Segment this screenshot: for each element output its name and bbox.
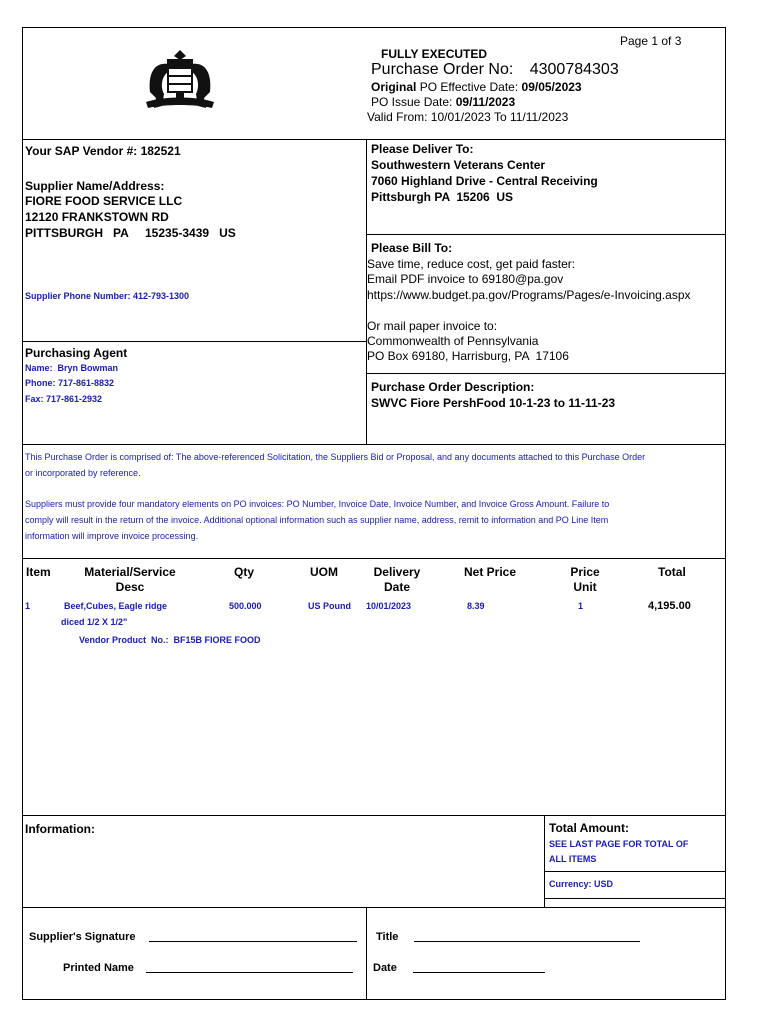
effective-label: PO Effective Date: xyxy=(419,80,519,94)
col-header-total: Total xyxy=(658,565,686,579)
divider-desc xyxy=(366,373,726,374)
frame-top xyxy=(22,27,726,28)
bill-line-4: Or mail paper invoice to: xyxy=(367,319,498,333)
total-amount-label: Total Amount: xyxy=(549,821,629,835)
deliver-line-1: Southwestern Veterans Center xyxy=(371,158,546,172)
row-item: 1 xyxy=(25,601,31,611)
col-header-price-unit-2: Unit xyxy=(573,580,597,594)
row-net-price: 8.39 xyxy=(467,601,485,611)
frame-left xyxy=(22,27,23,1000)
divider-terms xyxy=(22,444,726,445)
title-label: Title xyxy=(376,931,399,943)
currency: Currency: USD xyxy=(549,879,614,889)
row-vendor-product: Vendor Product No.: BF15B FIORE FOOD xyxy=(79,635,261,645)
row-qty: 500.000 xyxy=(229,601,262,611)
row-total: 4,195.00 xyxy=(648,600,691,612)
description-text: SWVC Fiore PershFood 10-1-23 to 11-11-23 xyxy=(371,396,616,410)
terms-line-4: comply will result in the return of the invoice. Additional optional information such as supplier name, address, remit to information and PO Line Item xyxy=(25,515,609,525)
col-header-price-unit xyxy=(560,565,610,595)
col-header-delivery xyxy=(362,565,432,595)
bill-label: Please Bill To: xyxy=(371,241,453,255)
col-header-delivery-1: Delivery xyxy=(373,565,421,579)
supplier-street: 12120 FRANKSTOWN RD xyxy=(25,210,169,224)
terms-line-5: information will improve invoice processing. xyxy=(25,531,199,541)
divider-info xyxy=(22,815,726,816)
po-number: 4300784303 xyxy=(529,61,619,78)
row-delivery-date: 10/01/2023 xyxy=(366,601,412,611)
frame-right xyxy=(725,27,726,1000)
po-number-label: Purchase Order No: xyxy=(371,61,514,78)
row-desc-1: Beef,Cubes, Eagle ridge xyxy=(64,601,168,611)
effective-date: 09/05/2023 xyxy=(521,80,582,94)
col-header-net-price: Net Price xyxy=(464,565,517,579)
title-line[interactable] xyxy=(414,941,640,942)
row-price-unit: 1 xyxy=(578,601,584,611)
divider-agent xyxy=(22,341,367,342)
issue-label: PO Issue Date: xyxy=(371,95,453,109)
divider-signature xyxy=(22,907,726,908)
divider-table xyxy=(22,558,726,559)
agent-phone: Phone: 717-861-8832 xyxy=(25,378,115,388)
terms-line-3: Suppliers must provide four mandatory elements on PO invoices: PO Number, Invoice Date, Invoice Number, and Invoice Gross Amount. Failure to xyxy=(25,499,610,509)
bill-invoicing-link[interactable]: https://www.budget.pa.gov/Programs/Pages/e-Invoicing.aspx xyxy=(367,288,691,302)
sap-vendor-number: Your SAP Vendor #: 182521 xyxy=(25,144,181,158)
total-amount-note-2: ALL ITEMS xyxy=(549,854,597,864)
divider-deliver xyxy=(366,234,726,235)
col-header-delivery-2: Date xyxy=(383,580,410,594)
supplier-city: PITTSBURGH PA 15235-3439 US xyxy=(25,226,236,240)
col-header-price-unit-1: Price xyxy=(570,565,600,579)
terms-line-1: This Purchase Order is comprised of: The above-referenced Solicitation, the Suppliers Bid or Proposal, and any documents attached to this Purchase Order xyxy=(25,452,646,462)
col-header-item: Item xyxy=(26,565,51,579)
status-label: FULLY EXECUTED xyxy=(381,47,488,61)
supplier-signature-line[interactable] xyxy=(149,941,357,942)
valid-dates: Valid From: 10/01/2023 To 11/11/2023 xyxy=(367,110,569,124)
divider-signature-vertical xyxy=(366,907,367,1000)
effective-date-line xyxy=(371,79,582,95)
divider-total xyxy=(544,871,726,872)
supplier-label: Supplier Name/Address: xyxy=(25,179,165,193)
deliver-line-2: 7060 Highland Drive - Central Receiving xyxy=(371,174,598,188)
col-header-qty: Qty xyxy=(234,565,255,579)
bill-email[interactable]: Email PDF invoice to 69180@pa.gov xyxy=(367,272,564,286)
frame-bottom xyxy=(22,999,726,1000)
issue-date: 09/11/2023 xyxy=(455,95,516,109)
divider-currency xyxy=(544,898,726,899)
date-line[interactable] xyxy=(413,972,545,973)
bill-line-6: PO Box 69180, Harrisburg, PA 17106 xyxy=(367,349,569,363)
terms-line-2: or incorporated by reference. xyxy=(25,468,141,478)
supplier-name: FIORE FOOD SERVICE LLC xyxy=(25,194,183,208)
row-uom: US Pound xyxy=(308,601,351,611)
row-desc-2: diced 1/2 X 1/2" xyxy=(61,617,128,627)
divider-info-vertical xyxy=(544,815,545,907)
date-label: Date xyxy=(373,962,397,974)
information-label: Information: xyxy=(25,822,95,836)
po-number-line xyxy=(371,60,619,80)
effective-prefix: Original xyxy=(371,80,417,94)
supplier-phone: Supplier Phone Number: 412-793-1300 xyxy=(25,291,190,301)
col-header-material-2: Desc xyxy=(115,580,145,594)
description-label: Purchase Order Description: xyxy=(371,380,535,394)
col-header-material xyxy=(70,565,190,595)
total-amount-note-1: SEE LAST PAGE FOR TOTAL OF xyxy=(549,839,689,849)
pennsylvania-coat-of-arms xyxy=(140,46,220,116)
col-header-uom: UOM xyxy=(310,565,338,579)
page-indicator: Page 1 of 3 xyxy=(620,34,682,48)
deliver-line-3: Pittsburgh PA 15206 US xyxy=(371,190,514,204)
printed-name-line[interactable] xyxy=(146,972,353,973)
coat-of-arms-icon xyxy=(140,46,220,116)
agent-name: Name: Bryn Bowman xyxy=(25,363,119,373)
agent-fax: Fax: 717-861-2932 xyxy=(25,394,103,404)
divider-header xyxy=(22,139,726,140)
bill-line-5: Commonwealth of Pennsylvania xyxy=(367,334,539,348)
printed-name-label: Printed Name xyxy=(63,962,134,974)
bill-line-1: Save time, reduce cost, get paid faster: xyxy=(367,257,576,271)
issue-date-line xyxy=(371,94,515,110)
deliver-label: Please Deliver To: xyxy=(371,142,474,156)
agent-label: Purchasing Agent xyxy=(25,346,128,360)
supplier-signature-label: Supplier's Signature xyxy=(29,931,136,943)
col-header-material-1: Material/Service xyxy=(84,565,176,579)
